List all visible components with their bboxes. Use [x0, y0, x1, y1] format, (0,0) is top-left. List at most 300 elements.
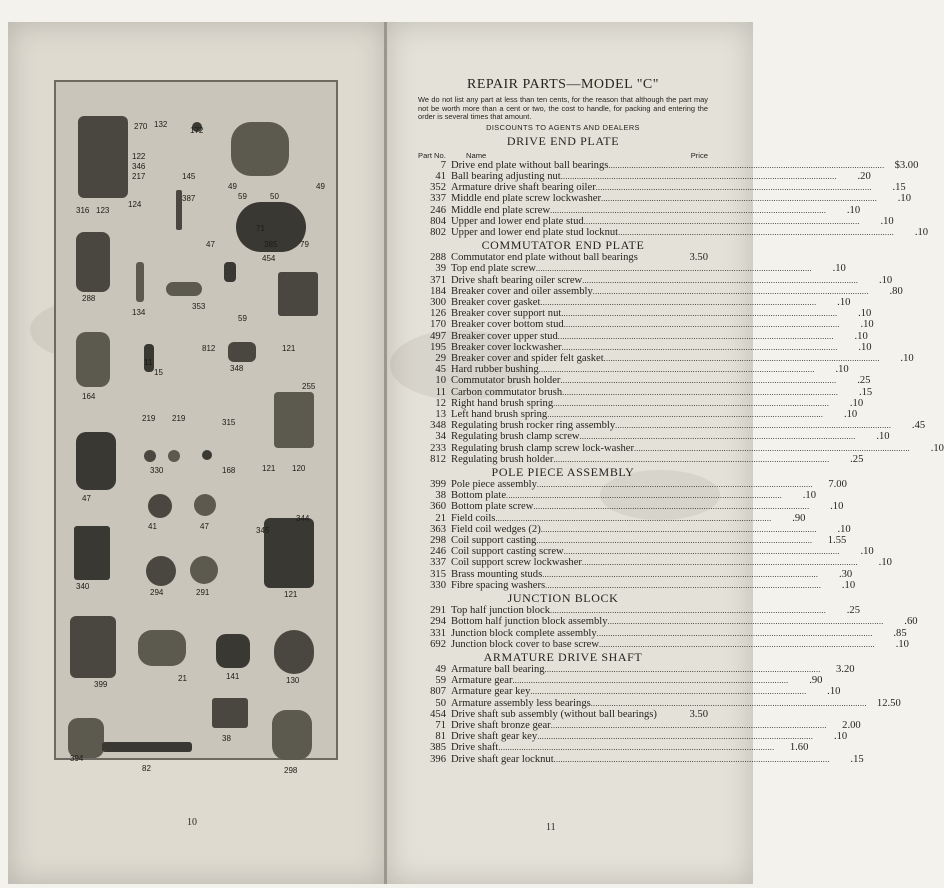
leader-dots: ........................................................................................................................ — [530, 687, 807, 697]
part-name: Breaker cover upper stud — [451, 330, 558, 342]
part-price: 3.50 — [689, 708, 708, 720]
part-name: Drive shaft — [451, 742, 499, 754]
part-callout-label: 41 — [148, 522, 157, 531]
part-row — [418, 420, 926, 432]
part-number: 21 — [435, 512, 446, 524]
leader-dots: ........................................................................................................................ — [560, 376, 837, 386]
parts-sections — [418, 133, 944, 765]
part-row — [418, 663, 855, 675]
part-row — [418, 616, 918, 628]
part-number: 10 — [435, 375, 446, 387]
part-row — [418, 274, 893, 286]
part-callout-label: 47 — [206, 240, 215, 249]
part-row — [418, 204, 861, 216]
part-illustration — [216, 634, 250, 668]
part-price: .25 — [857, 375, 871, 387]
leader-dots: ........................................................................................................................ — [542, 569, 819, 579]
part-name: Pole piece assembly — [451, 479, 537, 491]
part-number: 7 — [440, 159, 446, 171]
leader-dots: ........................................................................................................................ — [561, 342, 838, 352]
part-price: .10 — [830, 501, 844, 513]
leader-dots: ........................................................................................................................ — [601, 194, 878, 204]
part-callout-label: 141 — [226, 672, 240, 681]
part-price: .10 — [858, 308, 872, 320]
part-price: 7.00 — [828, 479, 847, 491]
leader-dots: ........................................................................................................................ — [618, 228, 895, 237]
part-price: 3.20 — [836, 663, 855, 675]
leader-dots: ........................................................................................................................ — [550, 205, 827, 215]
part-row — [418, 193, 912, 205]
part-callout-label: 38 — [222, 734, 231, 743]
leader-dots: ........................................................................................................................ — [581, 558, 858, 568]
leader-dots: ........................................................................................................................ — [495, 513, 772, 523]
right-page-number: 11 — [546, 822, 556, 833]
part-price: .10 — [841, 579, 856, 591]
part-callout-label: 217 — [132, 172, 146, 181]
part-callout-label: 330 — [150, 466, 164, 475]
part-price: .10 — [895, 638, 909, 650]
part-row — [418, 297, 851, 309]
part-row — [418, 170, 871, 182]
part-price: .10 — [860, 546, 874, 558]
part-illustration — [74, 526, 110, 580]
part-number: 802 — [430, 227, 446, 238]
part-price: .25 — [846, 605, 860, 617]
leader-dots: ........................................................................................................................ — [633, 443, 910, 453]
part-name: Regulating brush clamp screw — [451, 431, 580, 443]
part-row — [418, 215, 894, 227]
part-number: 38 — [435, 490, 446, 502]
part-name: Drive shaft gear key — [451, 731, 538, 743]
part-price: .15 — [858, 386, 873, 398]
part-number: 330 — [430, 579, 446, 591]
part-row — [418, 638, 909, 650]
part-price: .10 — [835, 364, 849, 376]
part-callout-label: 346 — [132, 162, 146, 171]
part-price: .10 — [832, 263, 846, 275]
part-row — [418, 579, 856, 591]
part-name: Fibre spacing washers — [451, 579, 546, 591]
part-illustration — [70, 616, 116, 678]
part-callout-label: 164 — [82, 392, 96, 401]
part-name: Drive shaft bronze gear — [451, 719, 551, 731]
part-price: .80 — [889, 285, 903, 297]
part-illustration — [274, 630, 314, 674]
leader-dots: ........................................................................................................................ — [506, 491, 783, 501]
section-heading: ARMATURE DRIVE SHAFT — [483, 649, 643, 664]
part-price: .85 — [893, 627, 907, 639]
leader-dots: ........................................................................................................................ — [540, 524, 817, 534]
leader-dots: ........................................................................................................................ — [557, 331, 834, 341]
part-row — [418, 697, 901, 709]
part-price: .25 — [850, 453, 864, 465]
part-callout-label: 291 — [196, 588, 210, 597]
part-callout-label: 255 — [302, 382, 316, 391]
part-number: 360 — [430, 501, 446, 513]
part-callout-label: 270 — [134, 122, 148, 131]
leader-dots: ........................................................................................................................ — [563, 547, 840, 557]
part-callout-label: 385 — [264, 240, 278, 249]
part-price: .15 — [892, 182, 906, 194]
part-illustration — [274, 392, 314, 448]
part-callout-label: 316 — [76, 206, 90, 215]
part-name: Breaker cover and oiler assembly — [451, 285, 593, 297]
part-callout-label: 49 — [228, 182, 237, 191]
part-number: 11 — [435, 386, 446, 398]
part-name: Drive shaft gear locknut — [451, 753, 554, 765]
part-price: .90 — [792, 512, 806, 524]
part-row — [418, 490, 817, 502]
part-callout-label: 82 — [142, 764, 151, 773]
price-header: Price — [690, 150, 708, 160]
part-row — [418, 353, 914, 365]
part-name: Drive shaft bearing oiler screw — [451, 274, 583, 286]
leader-dots: ........................................................................................................................ — [545, 580, 822, 590]
part-illustration — [68, 718, 104, 758]
part-name: Regulating brush rocker ring assembly — [451, 420, 616, 432]
part-illustration — [76, 332, 110, 387]
part-row — [418, 719, 861, 731]
part-price: .10 — [846, 204, 861, 216]
part-callout-label: 123 — [96, 206, 110, 215]
part-callout-label: 121 — [282, 344, 296, 353]
part-name: Left hand brush spring — [451, 409, 548, 421]
leader-dots: ........................................................................................................................ — [595, 183, 872, 193]
leader-dots: ........................................................................................................................ — [553, 398, 830, 408]
part-callout-label: 812 — [202, 344, 216, 353]
part-price: .10 — [802, 490, 817, 502]
part-name: Middle end plate screw lockwasher — [451, 193, 602, 205]
section-heading: JUNCTION BLOCK — [507, 591, 619, 606]
part-number: 41 — [435, 170, 446, 182]
part-number: 233 — [430, 442, 446, 454]
part-row — [418, 686, 841, 698]
part-callout-label: 71 — [256, 224, 265, 233]
part-name: Breaker cover lockwasher — [451, 341, 562, 353]
part-number: 170 — [430, 319, 446, 331]
leader-dots: ........................................................................................................................ — [544, 664, 821, 674]
part-name: Hard rubber bushing — [451, 364, 539, 376]
part-illustration — [76, 432, 116, 490]
part-name: Junction block cover to base screw — [451, 638, 599, 650]
part-callout-label: 219 — [142, 414, 156, 423]
name-header: Name — [466, 150, 487, 160]
part-number: 692 — [430, 638, 446, 650]
part-callout-label: 387 — [182, 194, 196, 203]
part-illustration — [148, 494, 172, 518]
part-illustration — [228, 342, 256, 362]
part-illustration — [138, 630, 186, 666]
part-price: 1.60 — [789, 742, 809, 754]
part-callout-label: 294 — [150, 588, 164, 597]
part-name: Carbon commutator brush — [451, 386, 563, 398]
part-name: Commutator end plate without ball bearings — [451, 252, 638, 264]
part-price: .10 — [837, 523, 851, 535]
part-price: 1.55 — [827, 535, 847, 547]
part-name: Breaker cover bottom stud — [451, 319, 564, 331]
part-row — [418, 341, 872, 353]
part-callout-label: 50 — [270, 192, 279, 201]
part-name: Bottom plate screw — [451, 501, 534, 513]
part-illustration — [278, 272, 318, 316]
part-illustration — [78, 116, 128, 198]
part-name: Armature drive shaft bearing oiler — [451, 182, 596, 194]
part-number: 363 — [430, 523, 446, 535]
part-name: Regulating brush clamp screw lock-washer — [451, 442, 634, 454]
part-row — [418, 409, 858, 421]
part-name: Coil support casting — [451, 535, 537, 547]
part-row — [418, 319, 874, 331]
part-row — [418, 546, 874, 558]
leader-dots: ........................................................................................................................ — [553, 754, 830, 764]
part-callout-label: 288 — [82, 294, 96, 303]
part-illustration — [76, 232, 110, 292]
page-title: REPAIR PARTS—MODEL "C" — [467, 77, 659, 92]
part-price: .10 — [837, 297, 851, 309]
part-name: Bottom half junction block assembly — [451, 616, 608, 628]
leader-dots: ........................................................................................................................ — [537, 732, 814, 742]
leader-dots: ........................................................................................................................ — [540, 298, 817, 308]
part-number: 315 — [430, 568, 446, 580]
leader-dots: ........................................................................................................................ — [547, 410, 824, 420]
part-number: 812 — [430, 453, 446, 465]
leader-dots: ........................................................................................................................ — [535, 264, 812, 274]
leader-dots: ........................................................................................................................ — [583, 216, 860, 226]
part-callout-label: 121 — [284, 590, 298, 599]
part-price: .30 — [838, 568, 853, 580]
part-price: .10 — [880, 215, 894, 227]
part-price: .10 — [843, 409, 858, 421]
leader-dots: ........................................................................................................................ — [533, 502, 810, 512]
part-number: 184 — [430, 285, 446, 297]
part-name: Breaker cover and spider felt gasket — [451, 353, 604, 365]
part-price: .90 — [809, 675, 823, 687]
part-price: .10 — [827, 686, 841, 698]
part-number: 81 — [435, 731, 446, 743]
part-callout-label: 15 — [154, 368, 163, 377]
part-callout-label: 168 — [222, 466, 236, 475]
leader-dots: ........................................................................................................................ — [598, 639, 875, 649]
leader-dots: ........................................................................................................................ — [498, 743, 775, 753]
section-heading: COMMUTATOR END PLATE — [481, 238, 645, 253]
part-callout-label: 145 — [182, 172, 196, 181]
part-illustration — [272, 710, 312, 760]
part-number: 59 — [435, 675, 446, 687]
part-name: Upper and lower end plate stud — [451, 215, 584, 227]
part-price: .10 — [878, 557, 892, 569]
part-number: 291 — [430, 605, 446, 617]
part-name: Middle end plate screw — [451, 204, 551, 216]
part-number: 348 — [430, 420, 446, 432]
part-row — [418, 182, 906, 194]
part-callout-label: 47 — [200, 522, 209, 531]
section-heading: DRIVE END PLATE — [506, 133, 620, 148]
part-row — [418, 557, 892, 569]
part-name: Armature gear key — [451, 686, 531, 698]
section-heading: POLE PIECE ASSEMBLY — [491, 465, 635, 480]
parts-illustration-plate — [54, 80, 338, 775]
part-row — [418, 731, 848, 743]
part-row — [418, 252, 708, 263]
part-number: 34 — [435, 431, 446, 443]
part-name: Bottom plate — [451, 490, 507, 502]
part-number: 50 — [435, 697, 446, 709]
part-price: 12.50 — [876, 697, 901, 709]
leader-dots: ........................................................................................................................ — [550, 606, 826, 616]
part-price: .10 — [849, 397, 864, 409]
part-number: 71 — [435, 719, 446, 731]
part-number: 294 — [430, 616, 446, 628]
part-illustration — [212, 698, 248, 728]
part-price: .10 — [858, 341, 872, 353]
part-number: 497 — [430, 330, 446, 342]
part-row — [418, 375, 871, 387]
part-name: Armature gear — [451, 675, 513, 687]
part-illustration — [190, 556, 218, 584]
part-illustration — [224, 262, 236, 282]
part-name: Field coils — [451, 512, 496, 524]
discount-note: DISCOUNTS TO AGENTS AND DEALERS — [486, 122, 640, 132]
part-name: Right hand brush spring — [451, 397, 554, 409]
leader-dots: ........................................................................................................................ — [563, 320, 840, 330]
part-number: 195 — [430, 341, 446, 353]
leader-dots: ........................................................................................................................ — [579, 432, 856, 442]
part-callout-label: 345 — [256, 526, 270, 535]
part-price: .60 — [904, 616, 918, 628]
part-price: .10 — [897, 193, 912, 205]
part-illustration — [146, 556, 176, 586]
part-price: .10 — [900, 353, 914, 365]
part-callout-label: 122 — [132, 152, 146, 161]
part-name: Drive shaft sub assembly (without ball bearings) — [451, 708, 657, 720]
part-number: 331 — [430, 627, 446, 639]
part-row — [418, 512, 806, 524]
part-row — [418, 753, 864, 765]
part-name: Junction block complete assembly — [451, 627, 597, 639]
leader-dots: ........................................................................................................................ — [536, 536, 813, 546]
part-row — [418, 397, 864, 409]
part-callout-label: 120 — [292, 464, 306, 473]
part-illustration — [202, 450, 212, 460]
part-no-header: Part No. — [418, 150, 446, 160]
part-price: .10 — [854, 330, 868, 342]
left-page-number: 10 — [187, 817, 197, 828]
part-name: Breaker cover support nut — [451, 308, 562, 320]
part-number: 12 — [435, 397, 446, 409]
part-number: 337 — [430, 557, 446, 569]
part-number: 337 — [430, 193, 446, 205]
part-callout-label: 348 — [230, 364, 244, 373]
part-row — [418, 227, 929, 238]
part-illustration — [231, 122, 289, 176]
leader-dots: ........................................................................................................................ — [603, 354, 880, 364]
part-price: 3.50 — [689, 252, 708, 264]
part-name: Coil support casting screw — [451, 546, 564, 558]
part-illustration — [102, 742, 192, 752]
part-number: 288 — [430, 252, 446, 264]
leader-dots: ........................................................................................................................ — [562, 387, 839, 397]
part-number: 246 — [430, 204, 446, 216]
part-price: .10 — [876, 431, 890, 443]
part-number: 396 — [430, 753, 446, 765]
leader-dots: ........................................................................................................................ — [561, 309, 838, 319]
part-callout-label: 340 — [76, 582, 90, 591]
part-row — [418, 285, 903, 297]
part-number: 246 — [430, 546, 446, 558]
part-price: .10 — [878, 274, 893, 286]
part-callout-label: 121 — [262, 464, 276, 473]
part-price: 2.00 — [842, 719, 861, 731]
part-number: 49 — [435, 663, 446, 675]
part-row — [418, 479, 847, 491]
part-number: 29 — [435, 353, 446, 365]
part-row — [418, 501, 844, 513]
part-callout-label: 79 — [300, 240, 309, 249]
part-number: 807 — [430, 686, 446, 698]
part-name: Field coil wedges (2) — [451, 523, 541, 535]
part-row — [418, 535, 847, 547]
leader-dots: ........................................................................................................................ — [615, 421, 892, 431]
part-callout-label: 454 — [262, 254, 276, 263]
part-number: 39 — [435, 263, 446, 275]
part-row — [418, 605, 860, 617]
part-illustration — [144, 450, 156, 462]
part-callout-label: 59 — [238, 192, 247, 201]
part-name: Breaker cover gasket — [451, 297, 541, 309]
part-callout-label: 394 — [70, 754, 84, 763]
part-name: Upper and lower end plate stud locknut — [451, 227, 619, 238]
part-name: Armature ball bearing — [451, 663, 545, 675]
part-row — [418, 523, 851, 535]
part-callout-label: 132 — [154, 120, 168, 129]
part-callout-label: 399 — [94, 680, 108, 689]
part-number: 13 — [435, 409, 446, 421]
part-illustration — [166, 282, 202, 296]
part-price: .10 — [930, 442, 944, 454]
part-name: Drive end plate without ball bearings — [451, 159, 609, 171]
part-row — [418, 330, 868, 342]
part-callout-label: 298 — [284, 766, 298, 775]
part-row — [418, 627, 907, 639]
leader-dots: ........................................................................................................................ — [592, 286, 869, 296]
part-illustration — [168, 450, 180, 462]
part-number: 298 — [430, 535, 446, 547]
leader-dots: ........................................................................................................................ — [607, 617, 884, 627]
part-callout-label: 11 — [144, 358, 153, 367]
column-headers — [418, 148, 708, 160]
part-price: .45 — [911, 420, 926, 432]
part-name: Top half junction block — [451, 605, 550, 617]
part-row — [418, 675, 823, 687]
part-number: 300 — [430, 297, 446, 309]
part-number: 454 — [430, 708, 446, 720]
part-callout-label: 59 — [238, 314, 247, 323]
part-price: $3.00 — [894, 159, 919, 171]
leader-dots: ........................................................................................................................ — [538, 365, 815, 375]
part-callout-label: 47 — [82, 494, 91, 503]
part-callout-label: 353 — [192, 302, 206, 311]
intro-paragraph: We do not list any part at less than ten cents, for the reason that although the part may not be worth more than a cent or two, the cost to handle, for packing and entering the order is several times that amount. — [418, 95, 708, 122]
part-row — [418, 442, 944, 454]
leader-dots: ........................................................................................................................ — [608, 160, 885, 170]
part-callout-label: 124 — [128, 200, 142, 209]
part-row — [418, 308, 872, 320]
part-callout-label: 172 — [190, 126, 204, 135]
part-row — [418, 742, 809, 754]
leader-dots: ........................................................................................................................ — [553, 454, 830, 464]
part-number: 804 — [430, 215, 446, 227]
part-name: Regulating brush holder — [451, 453, 554, 465]
